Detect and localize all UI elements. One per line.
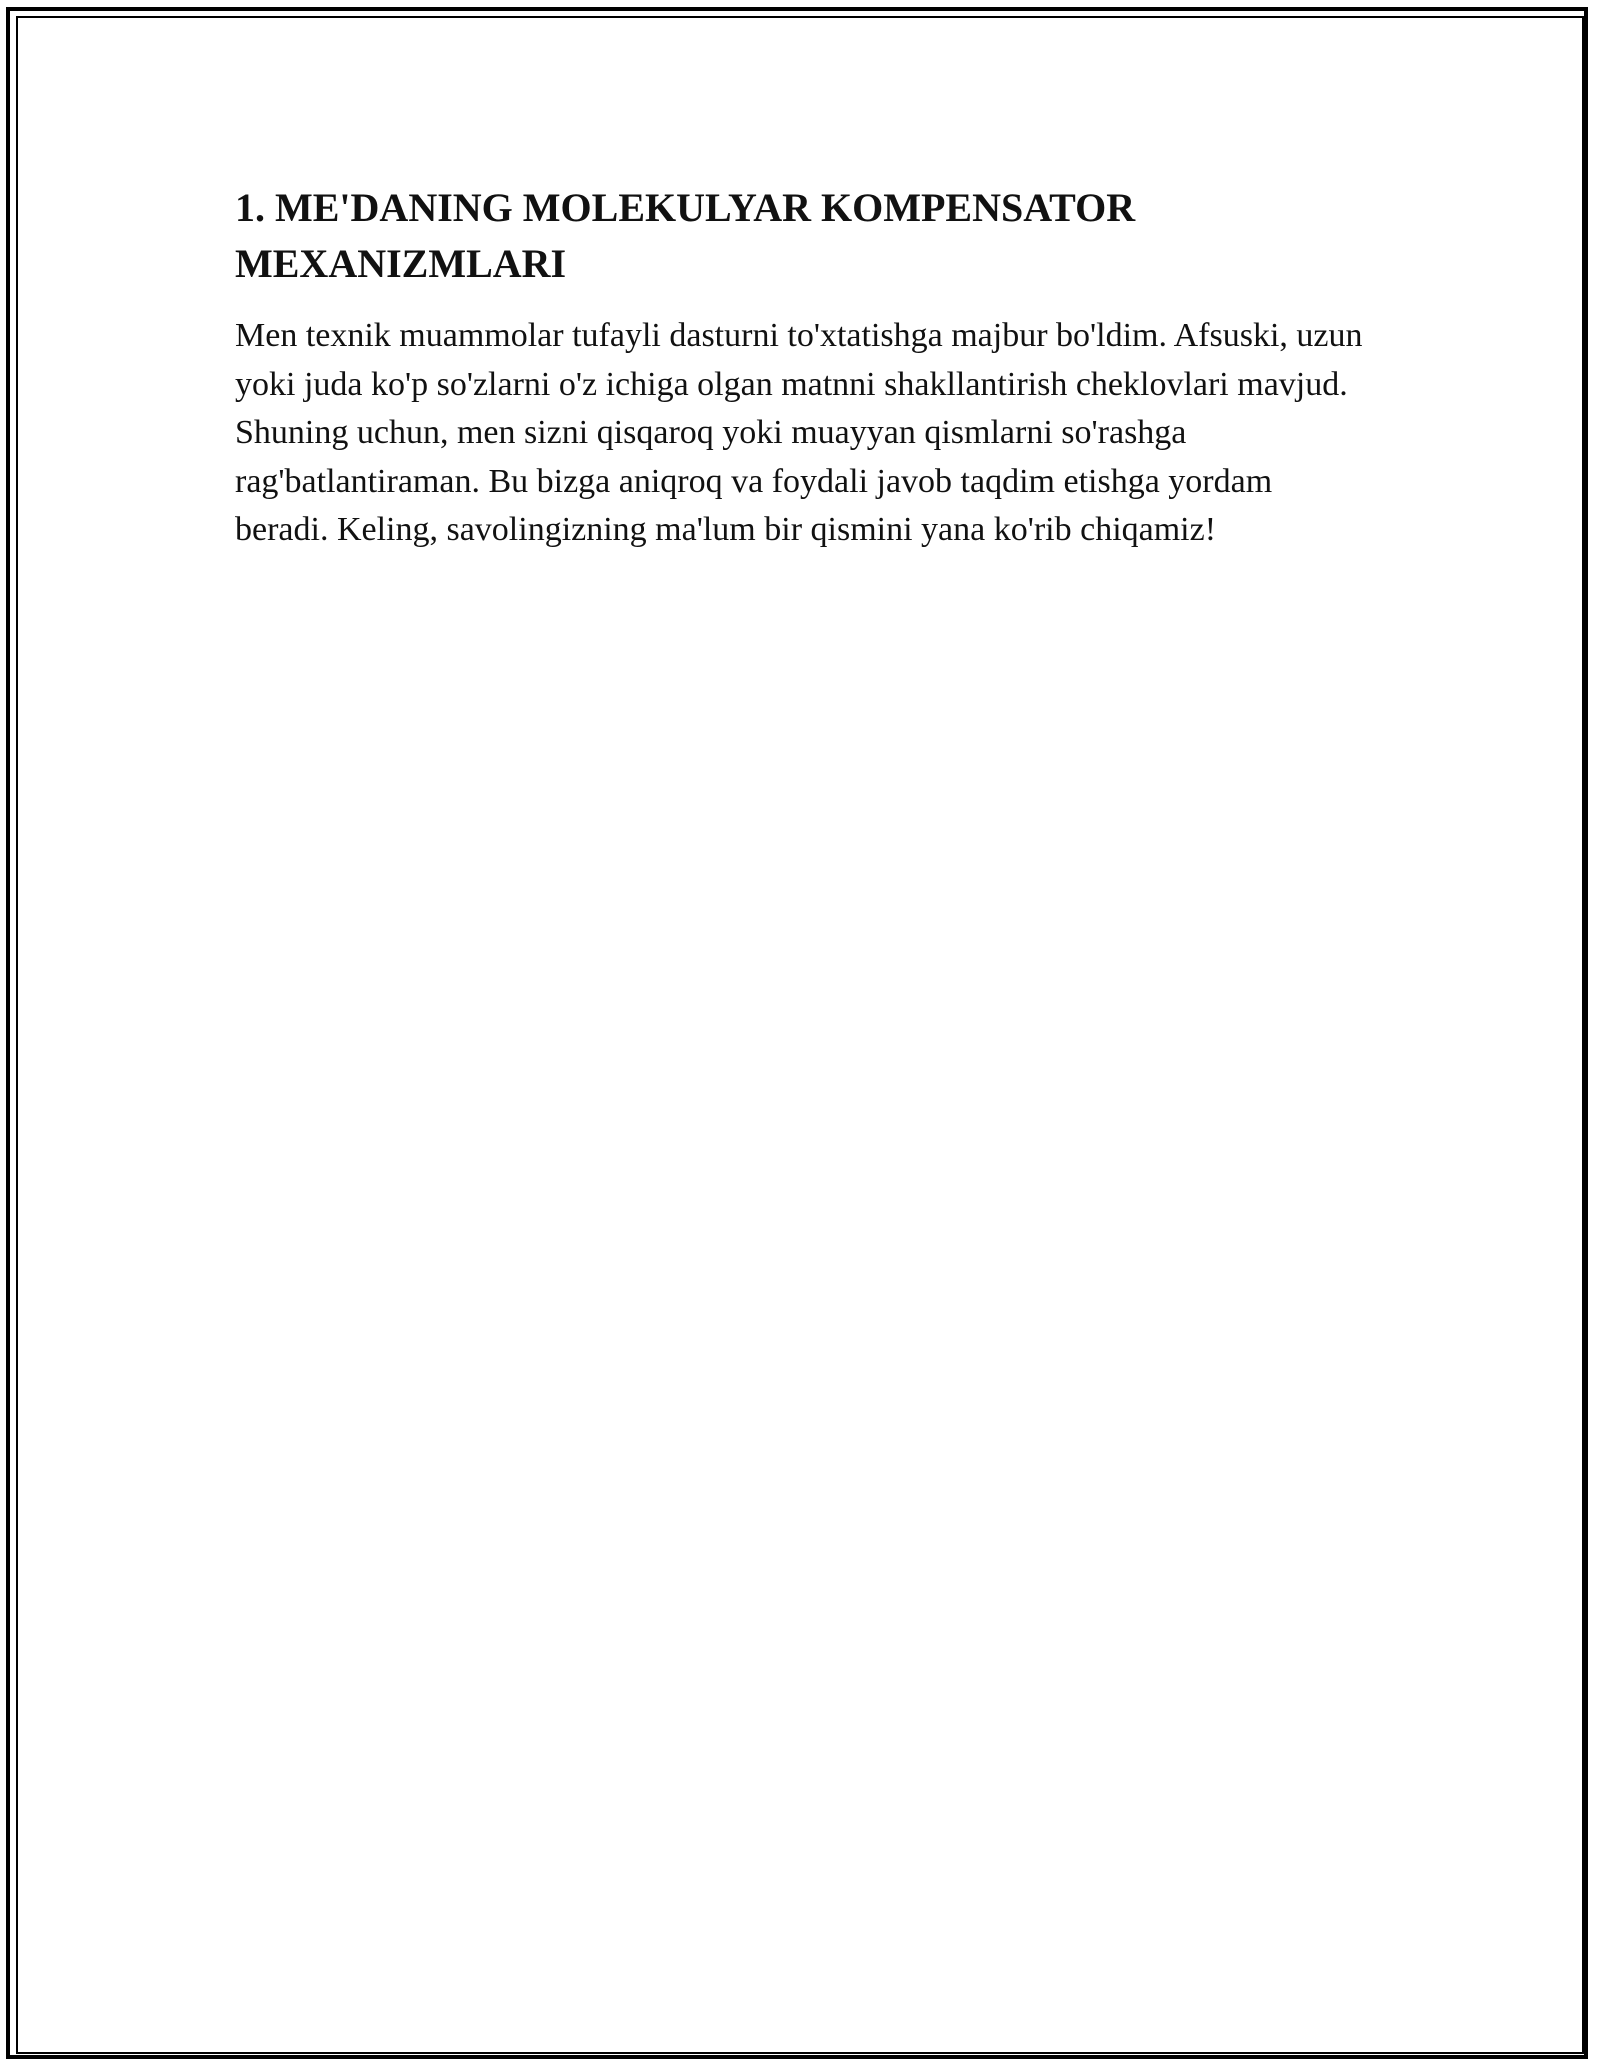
page-content xyxy=(235,180,1365,555)
body-paragraph: Men texnik muammolar tufayli dasturni to'xtatishga majbur bo'ldim. Afsuski, uzun yoki juda ko'p so'zlarni o'z ichiga olgan matnni shakllantirish cheklovlari mavjud. Shuning uchun, men sizni qisqaroq yoki muayyan qismlarni so'rashga rag'batlantiraman. Bu bizga aniqroq va foydali javob taqdim etishga yordam beradi. Keling, savolingizning ma'lum bir qismini yana ko'rib chiqamiz! xyxy=(235,317,1363,548)
page-title: 1. ME'DANING MOLEKULYAR KOMPENSATOR MEXANIZMLARI xyxy=(235,185,1136,286)
